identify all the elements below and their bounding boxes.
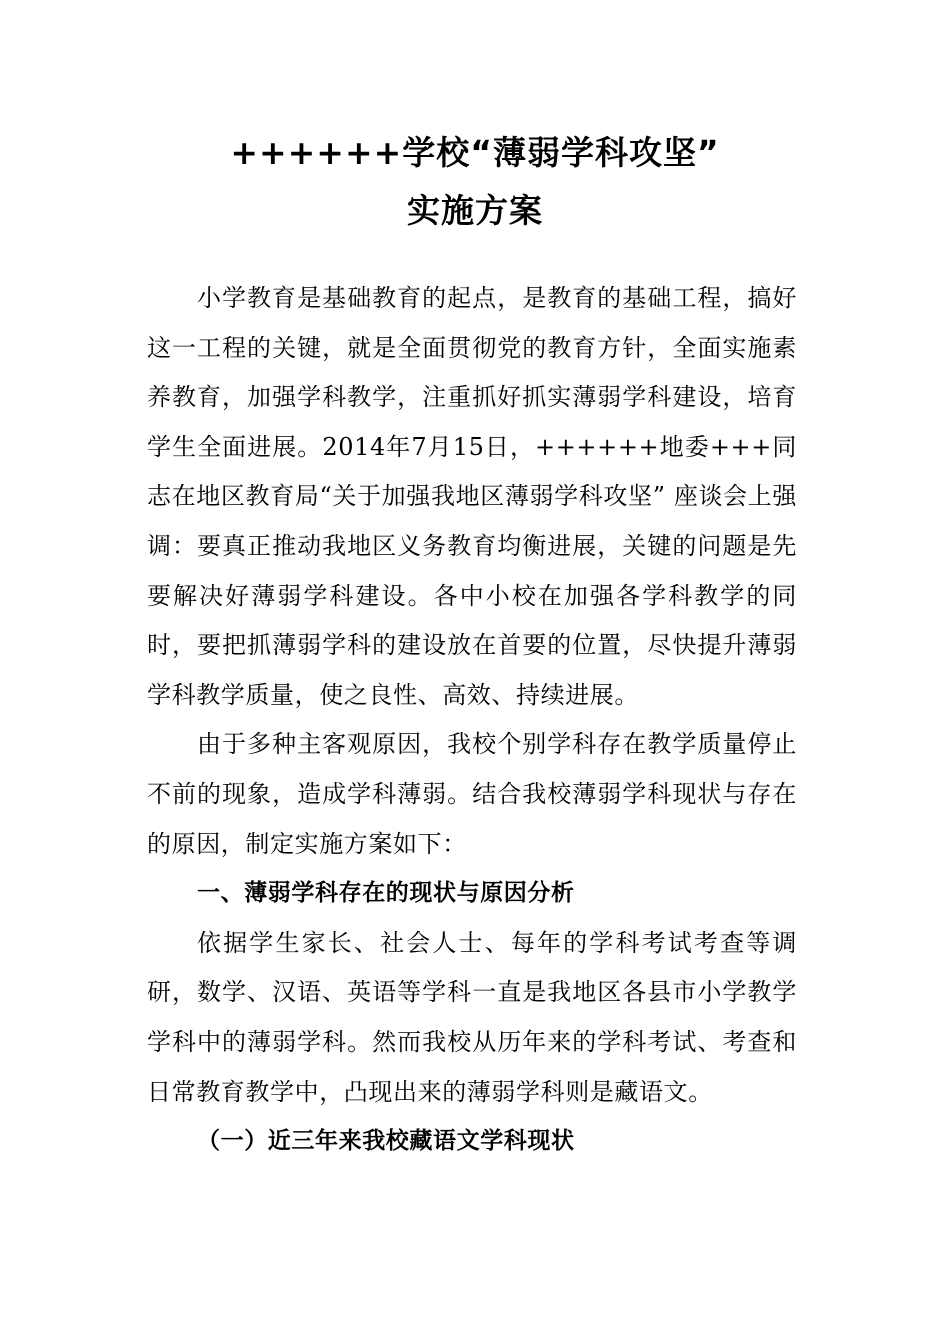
paragraph-intro: 小学教育是基础教育的起点，是教育的基础工程，搞好这一工程的关键，就是全面贯彻党的教育方针，全面实施素养教育，加强学科教学，注重抓好抓实薄弱学科建设，培育学生全面进展。2014年7月15日，++++++地委+++同志在地区教育局“关于加强我地区薄弱学科攻坚” 座谈会上强调：要真正推动我地区义务教育均衡进展，关键的问题是先要解决好薄弱学科建设。各中小校在加强各学科教学的同时，要把抓薄弱学科的建设放在首要的位置，尽快提升薄弱学科教学质量，使之良性、高效、持续进展。 [147, 284, 797, 709]
title-line-2: 实施方案 [407, 191, 543, 230]
paragraph-analysis: 依据学生家长、社会人士、每年的学科考试考查等调研，数学、汉语、英语等学科一直是我地区各县市小学教学学科中的薄弱学科。然而我校从历年来的学科考试、考查和日常教育教学中，凸现出来的薄弱学科则是藏语文。 [147, 928, 797, 1106]
section-heading-2: （一）近三年来我校藏语文学科现状 [197, 1128, 575, 1155]
section-heading-1: 一、薄弱学科存在的现状与原因分析 [197, 880, 575, 907]
document-title [0, 124, 950, 240]
document-body [147, 274, 797, 1167]
paragraph-reason: 由于多种主客观原因，我校个别学科存在教学质量停止不前的现象，造成学科薄弱。结合我校薄弱学科现状与存在的原因，制定实施方案如下： [147, 730, 797, 858]
title-line-1: ++++++学校“薄弱学科攻坚” [230, 133, 720, 172]
